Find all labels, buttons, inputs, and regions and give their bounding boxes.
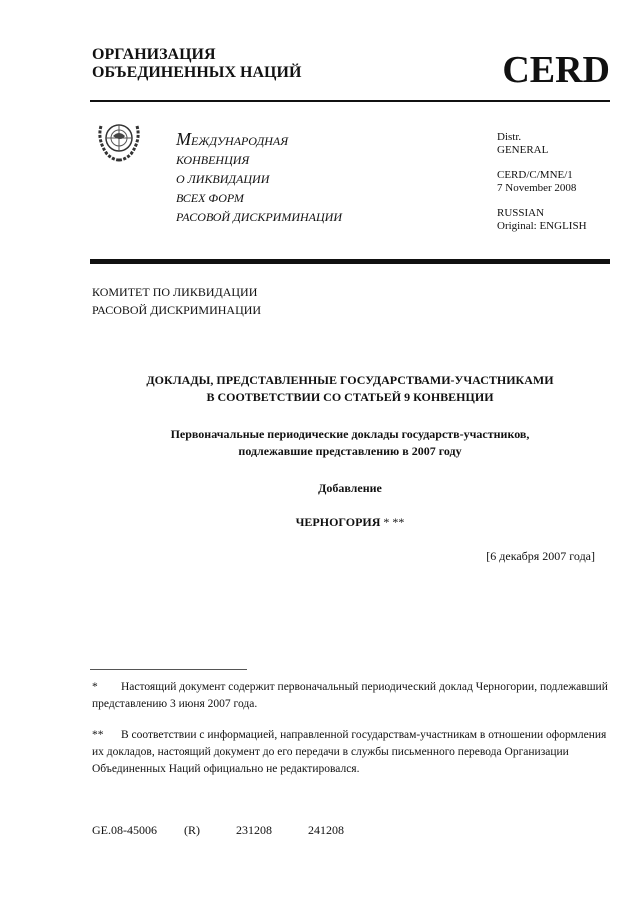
footnote-marks: * ** xyxy=(383,515,405,529)
document-symbol: CERD/C/MNE/1 xyxy=(497,169,573,181)
org-line: ОРГАНИЗАЦИЯ xyxy=(92,46,216,63)
organization-name xyxy=(92,46,301,82)
report-subtitle xyxy=(90,426,610,460)
convention-line: РАСОВОЙ ДИСКРИМИНАЦИИ xyxy=(176,210,343,224)
subtitle-line: Первоначальные периодические доклады государств-участников, xyxy=(170,427,530,441)
footnote-divider xyxy=(90,669,247,670)
convention-line: КОНВЕНЦИЯ xyxy=(176,153,250,167)
un-emblem-icon xyxy=(95,116,143,164)
footnote-mark: ** xyxy=(92,729,104,741)
committee-name xyxy=(92,283,261,319)
distribution-value: GENERAL xyxy=(497,144,549,156)
job-number: GE.08-45006 (R) 231208 241208 xyxy=(92,823,344,837)
subtitle-line: подлежавшие представлению в 2007 году xyxy=(238,444,462,458)
committee-line: КОМИТЕТ ПО ЛИКВИДАЦИИ xyxy=(92,285,258,299)
document-date: 7 November 2008 xyxy=(497,182,577,194)
convention-line: О ЛИКВИДАЦИИ xyxy=(176,172,270,186)
addendum-label: Добавление xyxy=(318,481,382,495)
received-date: [6 декабря 2007 года] xyxy=(486,549,595,563)
org-line: ОБЪЕДИНЕННЫХ НАЦИЙ xyxy=(92,64,302,81)
title-line: В СООТВЕТСТВИИ СО СТАТЬЕЙ 9 КОНВЕНЦИИ xyxy=(206,390,494,404)
header-thick-divider xyxy=(90,259,610,264)
footnote xyxy=(92,727,612,778)
convention-line: ВСЕХ ФОРМ xyxy=(176,191,244,205)
footnote-mark: * xyxy=(92,681,98,693)
convention-title xyxy=(176,130,342,227)
convention-line: ЕЖДУНАРОДНАЯ xyxy=(191,134,289,148)
original-language: Original: ENGLISH xyxy=(497,220,587,232)
document-language: RUSSIAN xyxy=(497,207,545,219)
document-series-symbol: CERD xyxy=(502,49,610,91)
report-title xyxy=(90,372,610,406)
country-heading xyxy=(90,514,610,531)
footnote-text: В соответствии с информацией, направленной государствам-участникам в отношении оформления их докладов, настоящий документ до его передачи в службы письменного перевода Организации Объединенных Наций официально не редактировался. xyxy=(92,729,607,775)
document-metadata xyxy=(497,131,587,245)
committee-line: РАСОВОЙ ДИСКРИМИНАЦИИ xyxy=(92,303,262,317)
country-name: ЧЕРНОГОРИЯ xyxy=(295,515,381,529)
footnote-text: Настоящий документ содержит первоначальный периодический доклад Черногории, подлежавший представлению 3 июня 2007 года. xyxy=(92,681,608,710)
header-divider xyxy=(90,100,610,102)
convention-initial: М xyxy=(176,129,191,149)
footnote xyxy=(92,679,612,713)
title-line: ДОКЛАДЫ, ПРЕДСТАВЛЕННЫЕ ГОСУДАРСТВАМИ-УЧАСТНИКАМИ xyxy=(146,373,554,387)
distribution-label: Distr. xyxy=(497,131,522,143)
